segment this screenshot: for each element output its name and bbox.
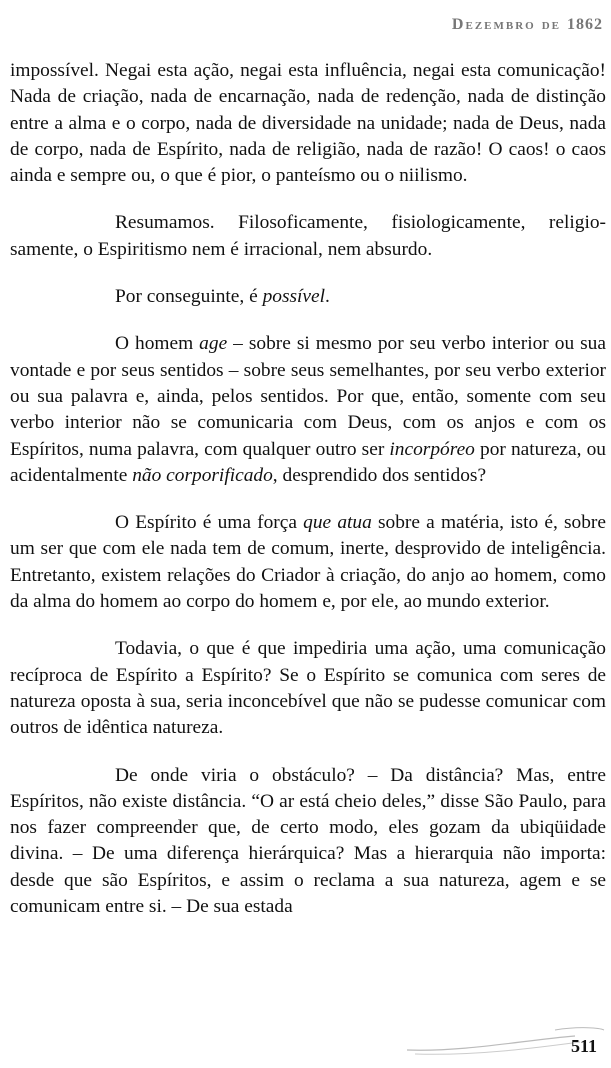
text-run: – sobre si mesmo por seu verbo interior ou sua vontade e por seus sentidos – sobre seus semelhantes, por seu verbo exterior ou sua palavra e, ainda, pelos sentidos. Por que, então, somente com seu verbo interior não se comunicaria com Deus, com os anjos e com os Espíritos, numa palavra, com qualquer outro ser — [10, 333, 606, 460]
page-body — [10, 58, 606, 941]
header-year: 1862 — [567, 16, 603, 33]
page-number: 511 — [570, 1036, 597, 1056]
italic-run: não corporificado — [132, 464, 273, 486]
paragraph-o-espirito — [10, 510, 606, 615]
running-header — [452, 16, 603, 34]
text-run: sobre a matéria, isto é, sobre um ser que com ele nada tem de comum, inerte, desprovido de inteligência. Entretanto, existem relações do Criador à criação, do anjo ao homem, como da alma do homem ao corpo do homem e, por ele, ao mundo exterior. — [10, 512, 606, 613]
text-run: . — [325, 286, 330, 308]
italic-run: age — [199, 333, 228, 355]
italic-run: incorpóreo — [389, 438, 475, 460]
paragraph-o-homem — [10, 331, 606, 489]
paragraph-de-onde: De onde viria o obstáculo? – Da distância? Mas, entre Espíritos, não existe distância. “O ar está cheio deles,” disse São Paulo, para nos fazer compreender que, de certo modo, eles gozam da ubiqüidade divina. – De uma diferença hierárquica? Mas a hierarquia não importa: desde que são Espíritos, e assim o reclama a sua natureza, agem e se comunicam entre si. – De sua estada — [10, 764, 606, 918]
paragraph-todavia: Todavia, o que é que impediria uma ação, uma comunicação recíproca de Espírito a Espírito? Se o Espírito se comunica com seres de natureza oposta à sua, seria inconcebível que não se pudesse comunicar com outros de idêntica natureza. — [10, 638, 606, 739]
italic-run: possível — [262, 286, 326, 308]
text-run: O homem — [115, 333, 200, 355]
text-run: , desprendido dos sentidos? — [272, 464, 487, 486]
paragraph-por-conseguinte — [10, 284, 606, 310]
text-run: O Espírito é uma força — [115, 512, 304, 534]
text-run: por natureza, ou acidentalmente — [10, 438, 606, 486]
paragraph-continuation: impossível. Negai esta ação, negai esta influência, negai esta comunicação! Nada de criação, nada de encarnação, nada de redenção, nada de distinção entre a alma e o corpo, nada de diversidade na unidade; nada de Deus, nada de corpo, nada de Espírito, nada de religião, nada de razão! O caos! o caos ainda e sempre ou, o que é pior, o panteísmo ou o niilismo. — [10, 60, 606, 187]
paragraph-resumamos: Resumamos. Filosoficamente, fisiologicamente, religio-samente, o Espiritismo nem é irracional, nem absurdo. — [10, 212, 606, 260]
italic-run: que atua — [303, 512, 372, 534]
text-run: Por conseguinte, é — [115, 286, 263, 308]
running-title: Dezembro de — [451, 16, 561, 33]
